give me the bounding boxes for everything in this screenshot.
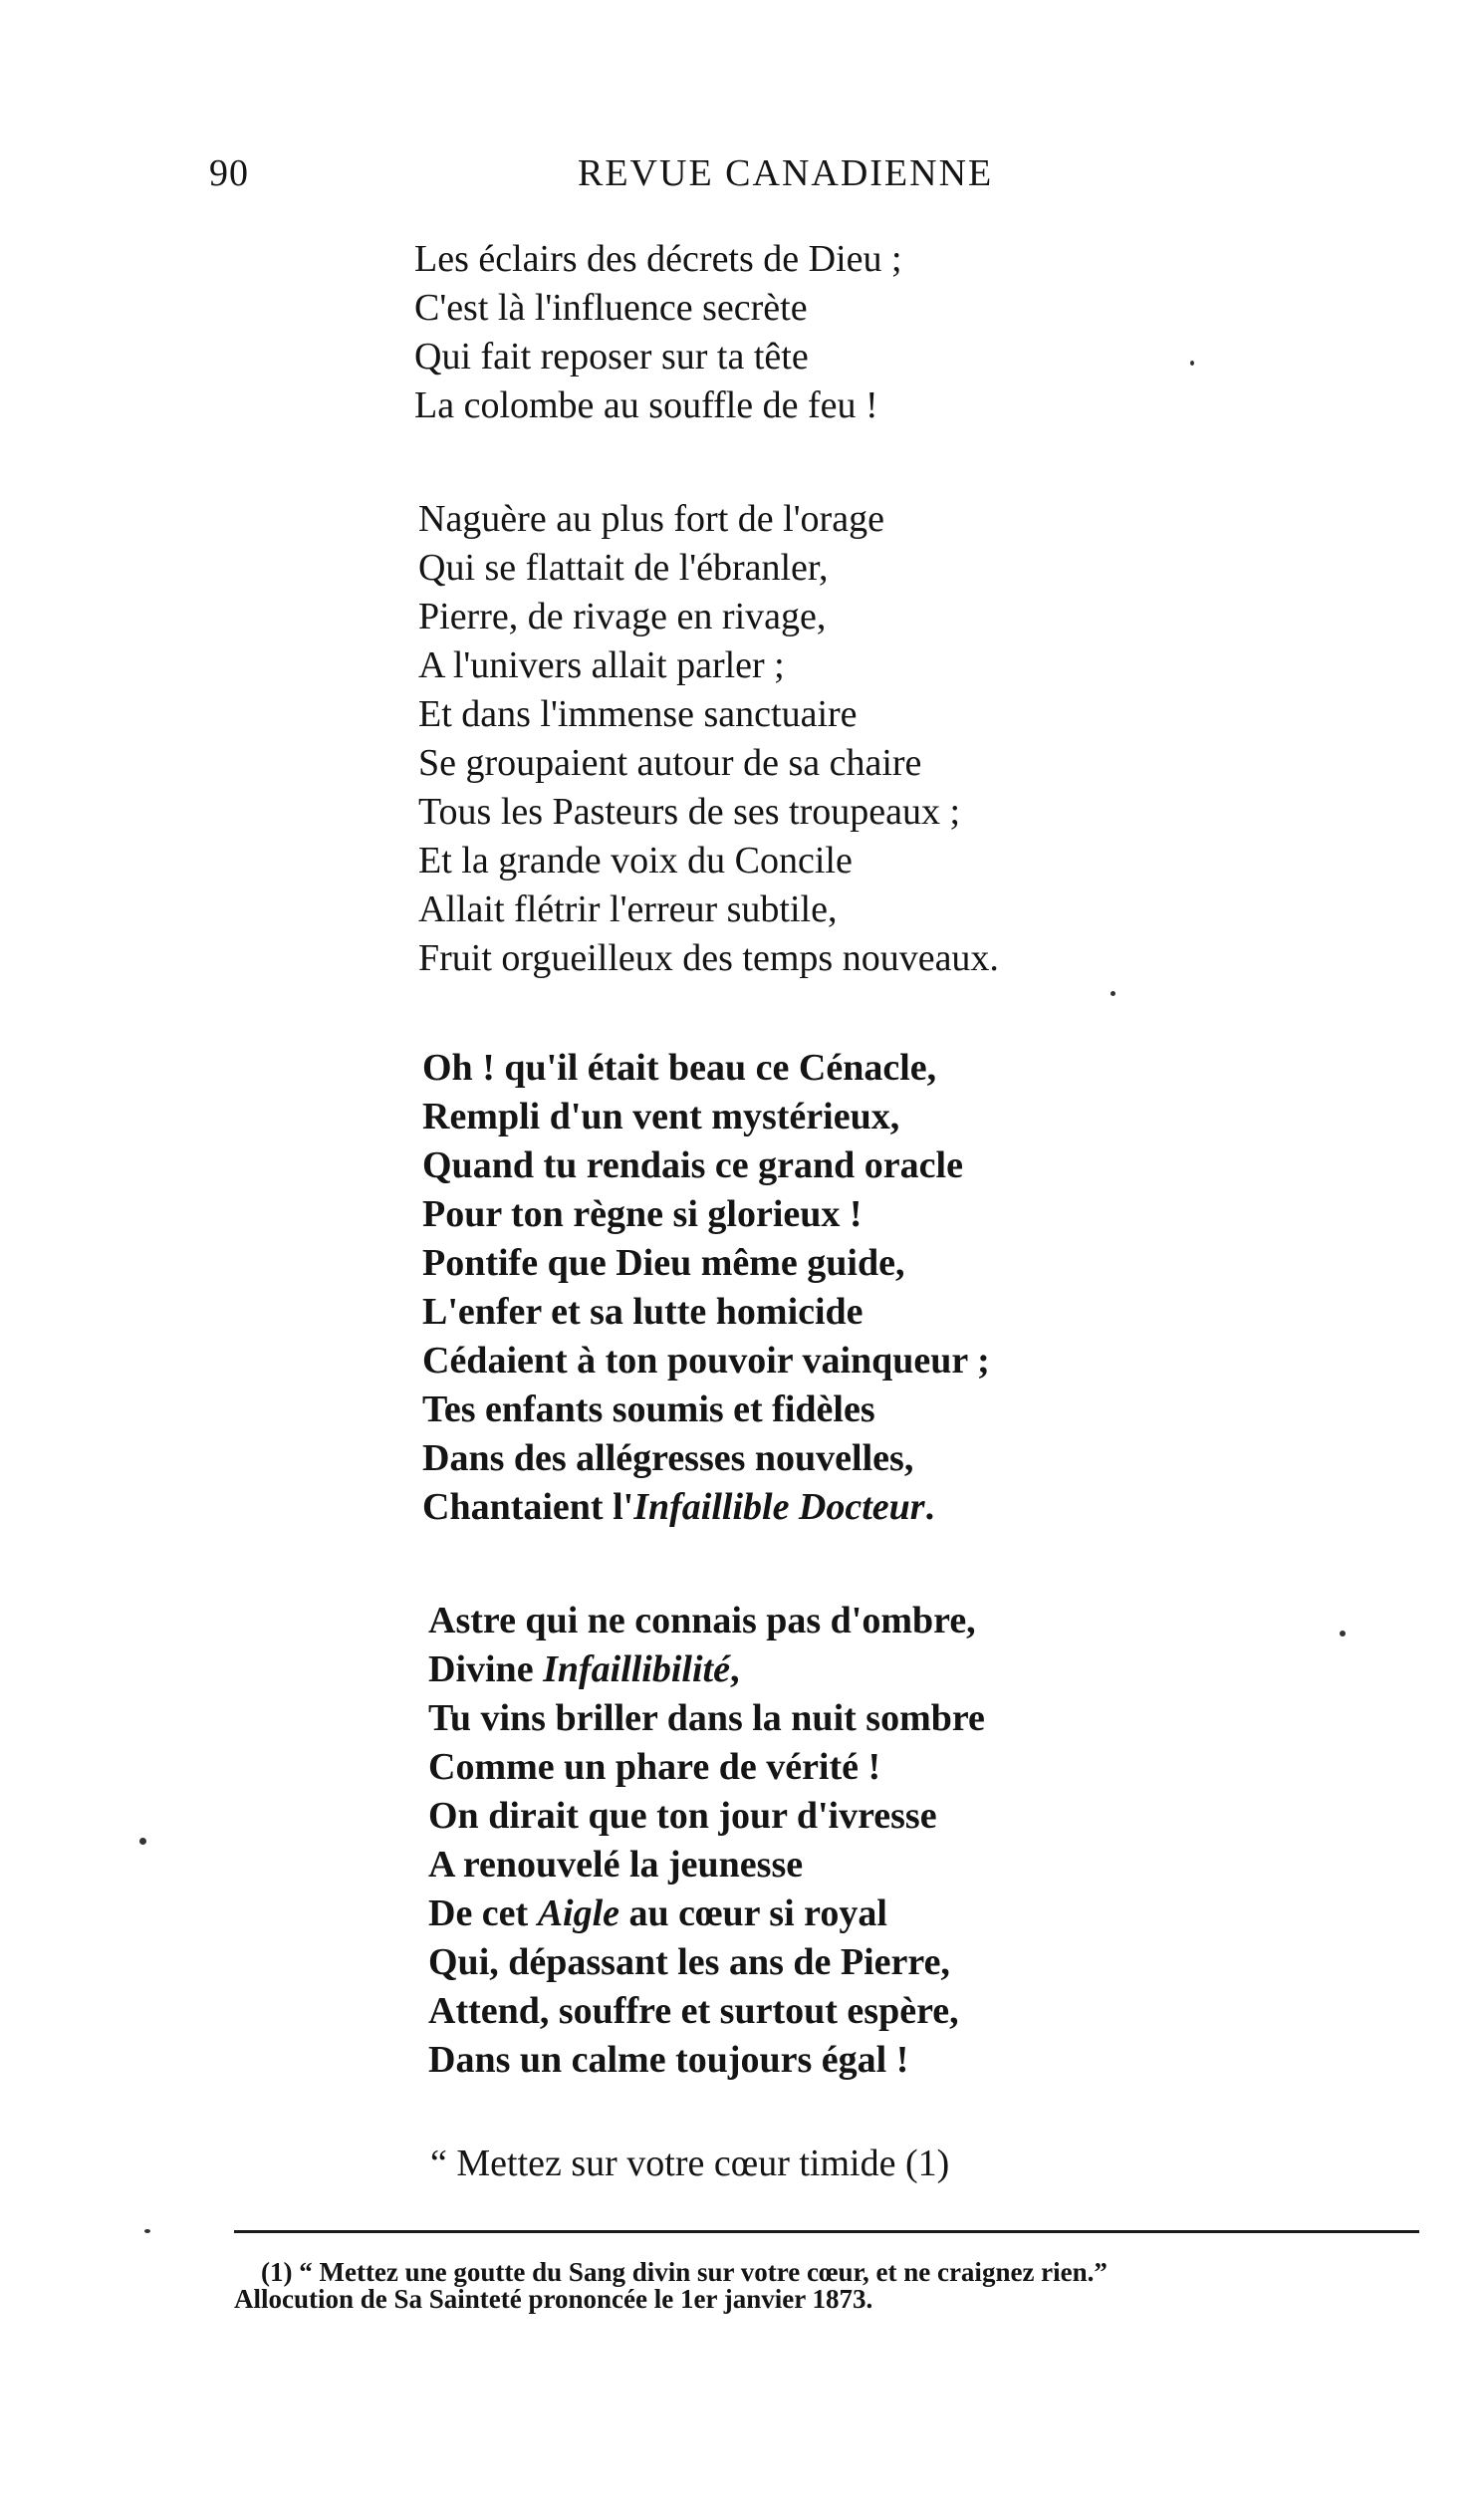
italic-phrase: Infaillible Docteur: [633, 1486, 925, 1528]
verse-line: L'enfer et sa lutte homicide: [422, 1291, 864, 1333]
verse-line: Dans un calme toujours égal !: [428, 2039, 909, 2081]
footnote-divider: [234, 2230, 1419, 2233]
verse-line: La colombe au souffle de feu !: [414, 384, 878, 426]
verse-line: Qui fait reposer sur ta tête: [414, 336, 809, 378]
verse-text: au cœur si royal: [619, 1892, 887, 1934]
verse-line: [428, 1645, 985, 1694]
verse-line: C'est là l'influence secrète: [414, 287, 808, 329]
scan-speck: [144, 2229, 150, 2233]
verse-line: Oh ! qu'il était beau ce Cénacle,: [422, 1047, 937, 1089]
verse-line: Fruit orgueilleux des temps nouveaux.: [418, 937, 999, 979]
verse-line: Cédaient à ton pouvoir vainqueur ;: [422, 1340, 990, 1382]
verse-line: Et dans l'immense sanctuaire: [418, 693, 858, 735]
stanza-2: [418, 495, 999, 983]
italic-phrase: Infaillibilité: [543, 1648, 730, 1690]
footnote-line: Allocution de Sa Sainteté prononcée le 1er janvier 1873.: [234, 2284, 873, 2314]
verse-line: Qui, dépassant les ans de Pierre,: [428, 1941, 950, 1983]
verse-line: Rempli d'un vent mystérieux,: [422, 1096, 900, 1137]
footnote: [234, 2259, 1429, 2313]
verse-line: Les éclairs des décrets de Dieu ;: [414, 238, 902, 280]
verse-line: On dirait que ton jour d'ivresse: [428, 1795, 937, 1837]
verse-text: .: [924, 1486, 935, 1528]
verse-line: Tous les Pasteurs de ses troupeaux ;: [418, 791, 961, 833]
verse-line: [422, 1483, 990, 1532]
verse-line: Se groupaient autour de sa chaire: [418, 742, 922, 784]
verse-line: Tes enfants soumis et fidèles: [422, 1388, 875, 1430]
verse-line: Pierre, de rivage en rivage,: [418, 596, 827, 637]
verse-text: De cet: [428, 1892, 538, 1934]
footnote-line: (1) “ Mettez une goutte du Sang divin sur votre cœur, et ne craignez rien.”: [261, 2257, 1108, 2287]
verse-text: Chantaient l': [422, 1486, 634, 1528]
verse-text: Divine: [428, 1648, 544, 1690]
verse-line: Quand tu rendais ce grand oracle: [422, 1144, 963, 1186]
closing-verse-line: “ Mettez sur votre cœur timide (1): [430, 2142, 950, 2184]
verse-line: Et la grande voix du Concile: [418, 840, 853, 882]
verse-line: Attend, souffre et surtout espère,: [428, 1990, 959, 2032]
verse-line: Tu vins briller dans la nuit sombre: [428, 1697, 985, 1739]
verse-line: Dans des allégresses nouvelles,: [422, 1437, 914, 1479]
scan-speck: [1190, 361, 1194, 366]
verse-line: A l'univers allait parler ;: [418, 644, 785, 686]
stanza-4: [428, 1597, 985, 2085]
italic-phrase: Aigle: [537, 1892, 620, 1934]
running-title: REVUE CANADIENNE: [578, 152, 994, 194]
page-number: 90: [209, 152, 249, 194]
verse-line: Qui se flattait de l'ébranler,: [418, 547, 829, 589]
verse-line: [428, 1890, 985, 1938]
page-header: [209, 151, 1046, 201]
verse-line: Astre qui ne connais pas d'ombre,: [428, 1600, 976, 1641]
stanza-1: [414, 235, 902, 430]
verse-line: Pontife que Dieu même guide,: [422, 1242, 905, 1284]
scan-speck: [1111, 991, 1115, 996]
verse-line: Pour ton règne si glorieux !: [422, 1193, 863, 1235]
stanza-3: [422, 1044, 990, 1532]
scan-speck: [1340, 1631, 1346, 1637]
scan-speck: [139, 1838, 146, 1845]
verse-line: Naguère au plus fort de l'orage: [418, 498, 884, 540]
verse-line: Allait flétrir l'erreur subtile,: [418, 888, 838, 930]
verse-line: A renouvelé la jeunesse: [428, 1844, 804, 1886]
verse-line: Comme un phare de vérité !: [428, 1746, 881, 1788]
verse-text: ,: [729, 1648, 740, 1690]
